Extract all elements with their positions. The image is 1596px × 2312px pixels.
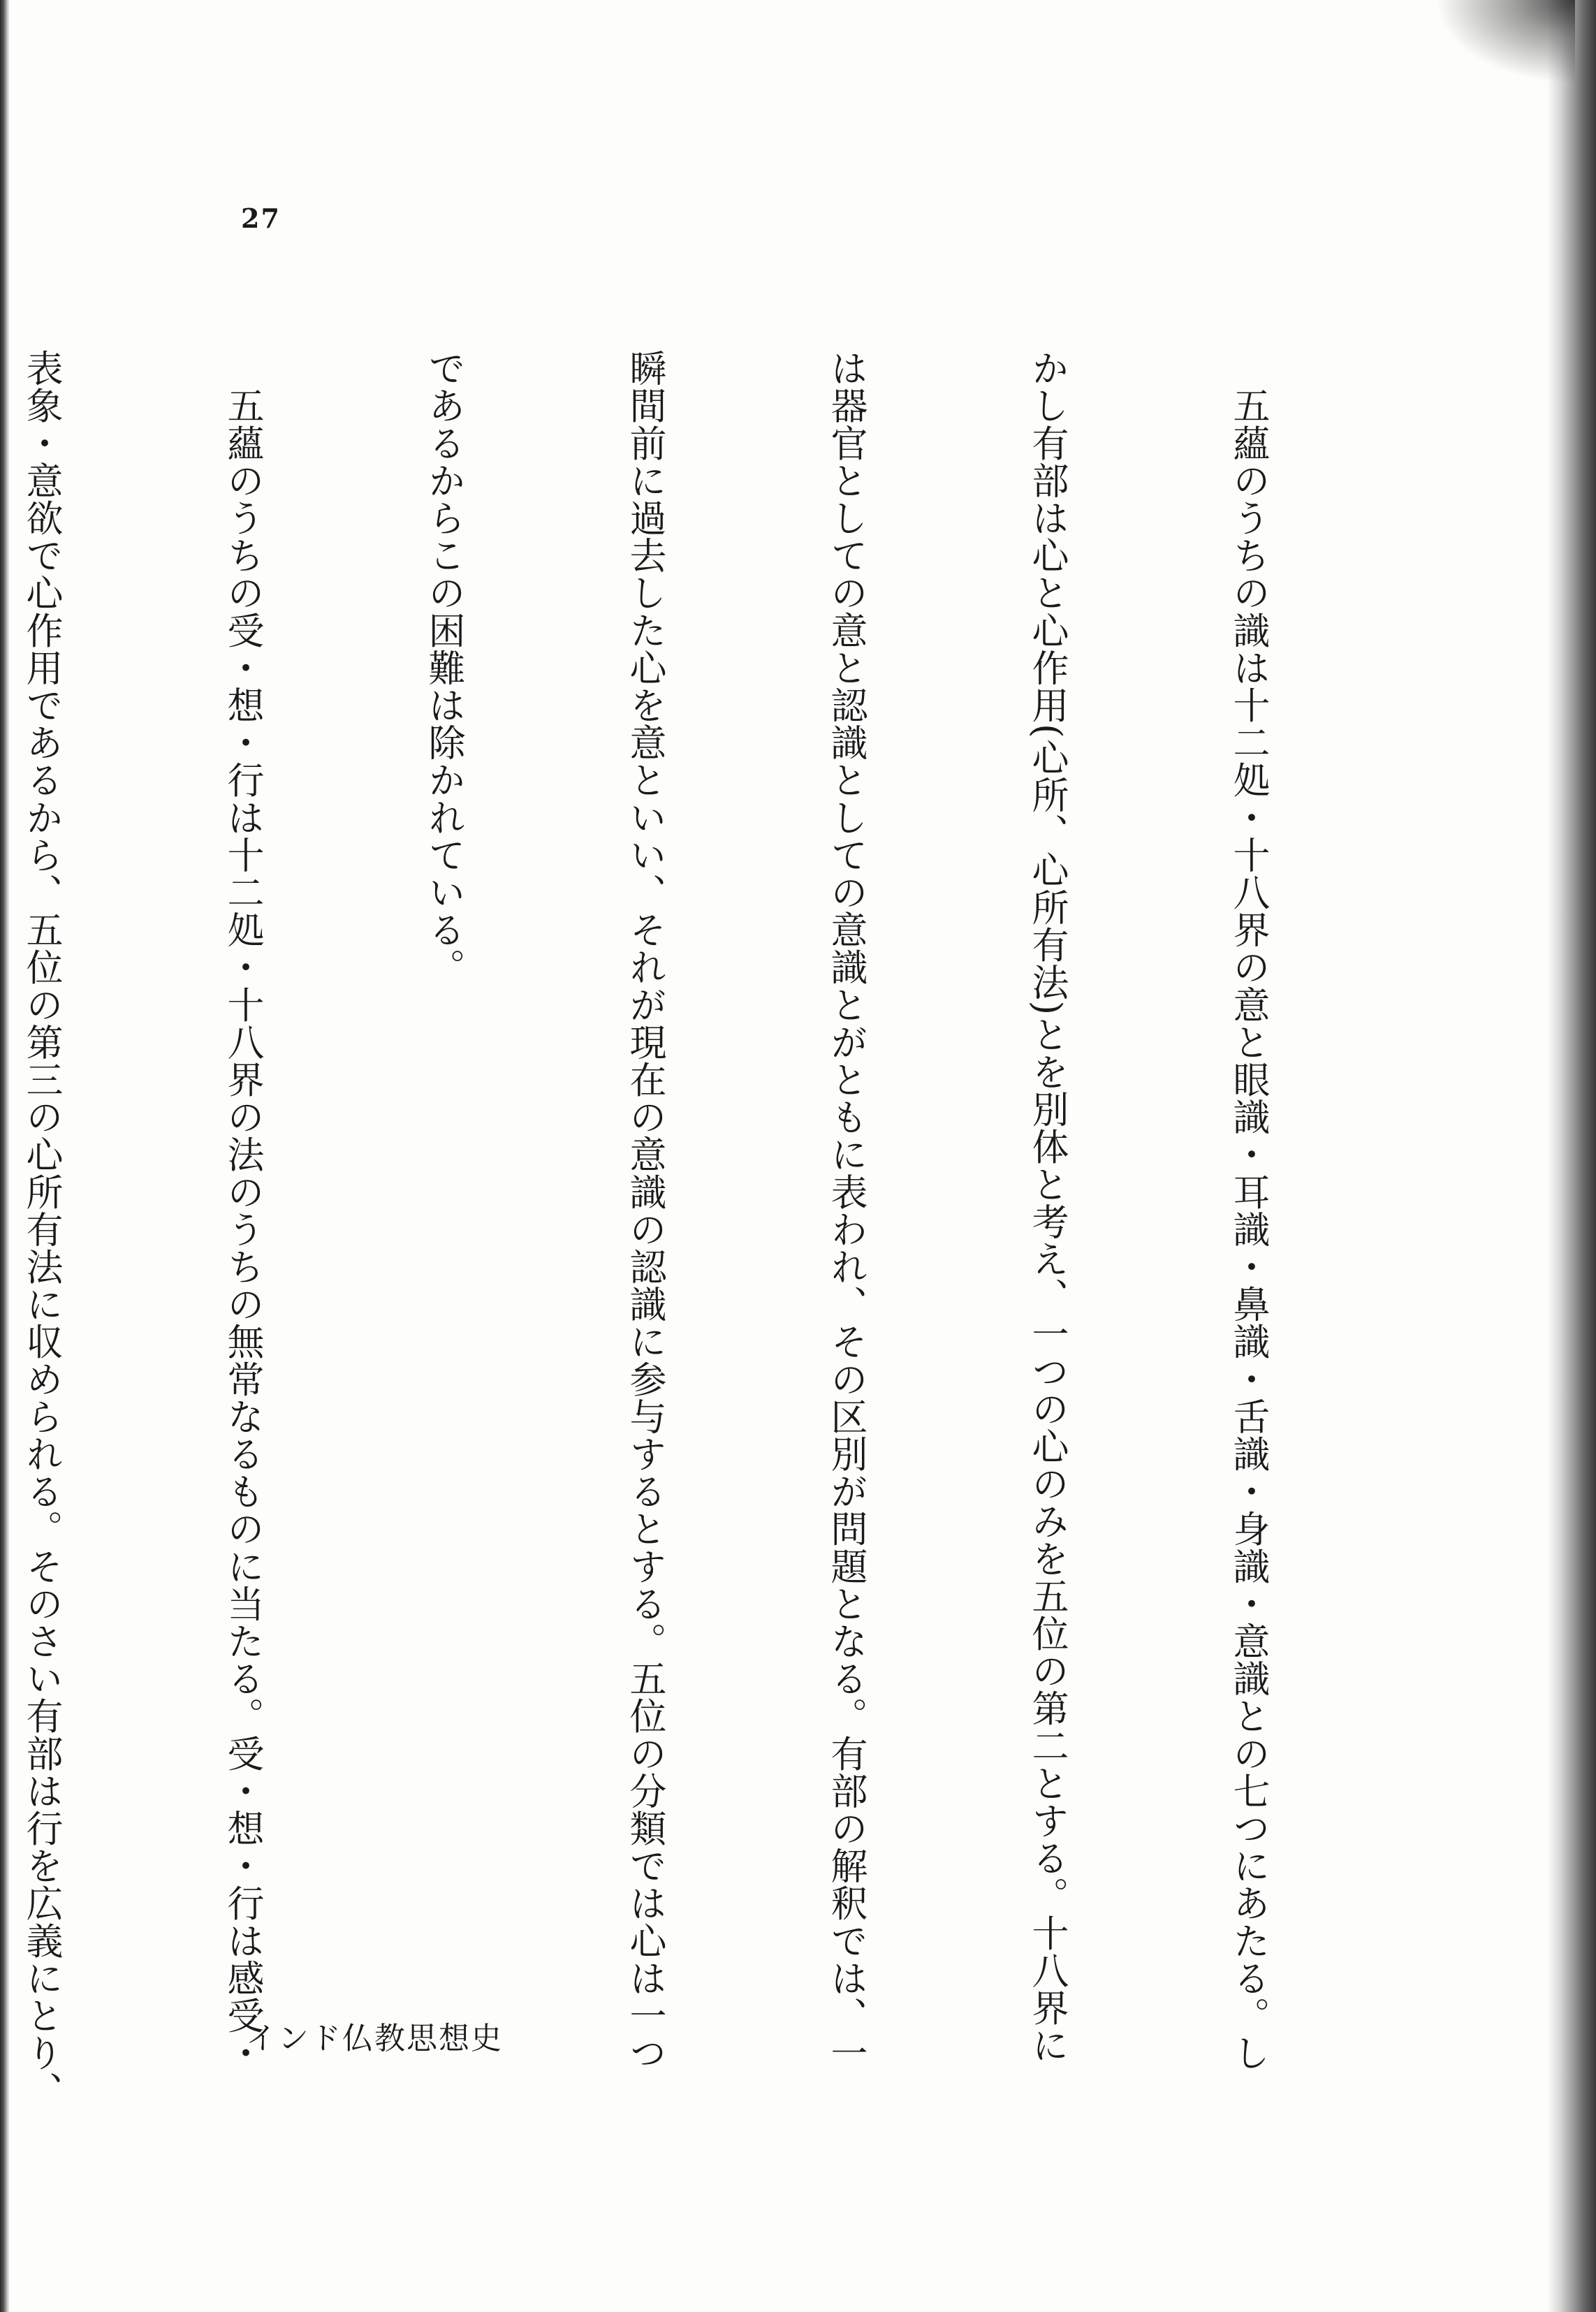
scan-corner-shadow: [1435, 0, 1575, 84]
text-line: 瞬間前に過去した心を意といい、それが現在の意識の認識に参与するとする。五位の分類では心は一つ: [624, 349, 666, 2072]
scan-edge-right: [1547, 0, 1596, 2312]
page-number: 27: [241, 203, 281, 234]
running-title: インド仏教思想史: [246, 2021, 503, 2056]
text-line: は器官としての意と認識としての意識とがともに表われ、その区別が問題となる。有部の解釈では、一: [825, 349, 867, 2072]
text-line: 五蘊のうちの識は十二処・十八界の意と眼識・耳識・鼻識・舌識・身識・意識との七つにあたる。し: [1227, 349, 1270, 2072]
text-line: であるからこの困難は除かれている。: [423, 349, 465, 986]
text-line: かし有部は心と心作用(心所、心所有法)とを別体と考え、一つの心のみを五位の第二とする。十八界に: [1026, 349, 1069, 2064]
text-line: 表象・意欲で心作用であるから、五位の第三の心所有法に収められる。そのさい有部は行を広義にとり、: [20, 349, 63, 2109]
text-line: 五蘊のうちの受・想・行は十二処・十八界の法のうちの無常なるものに当たる。受・想・行は感受・: [221, 349, 264, 2072]
